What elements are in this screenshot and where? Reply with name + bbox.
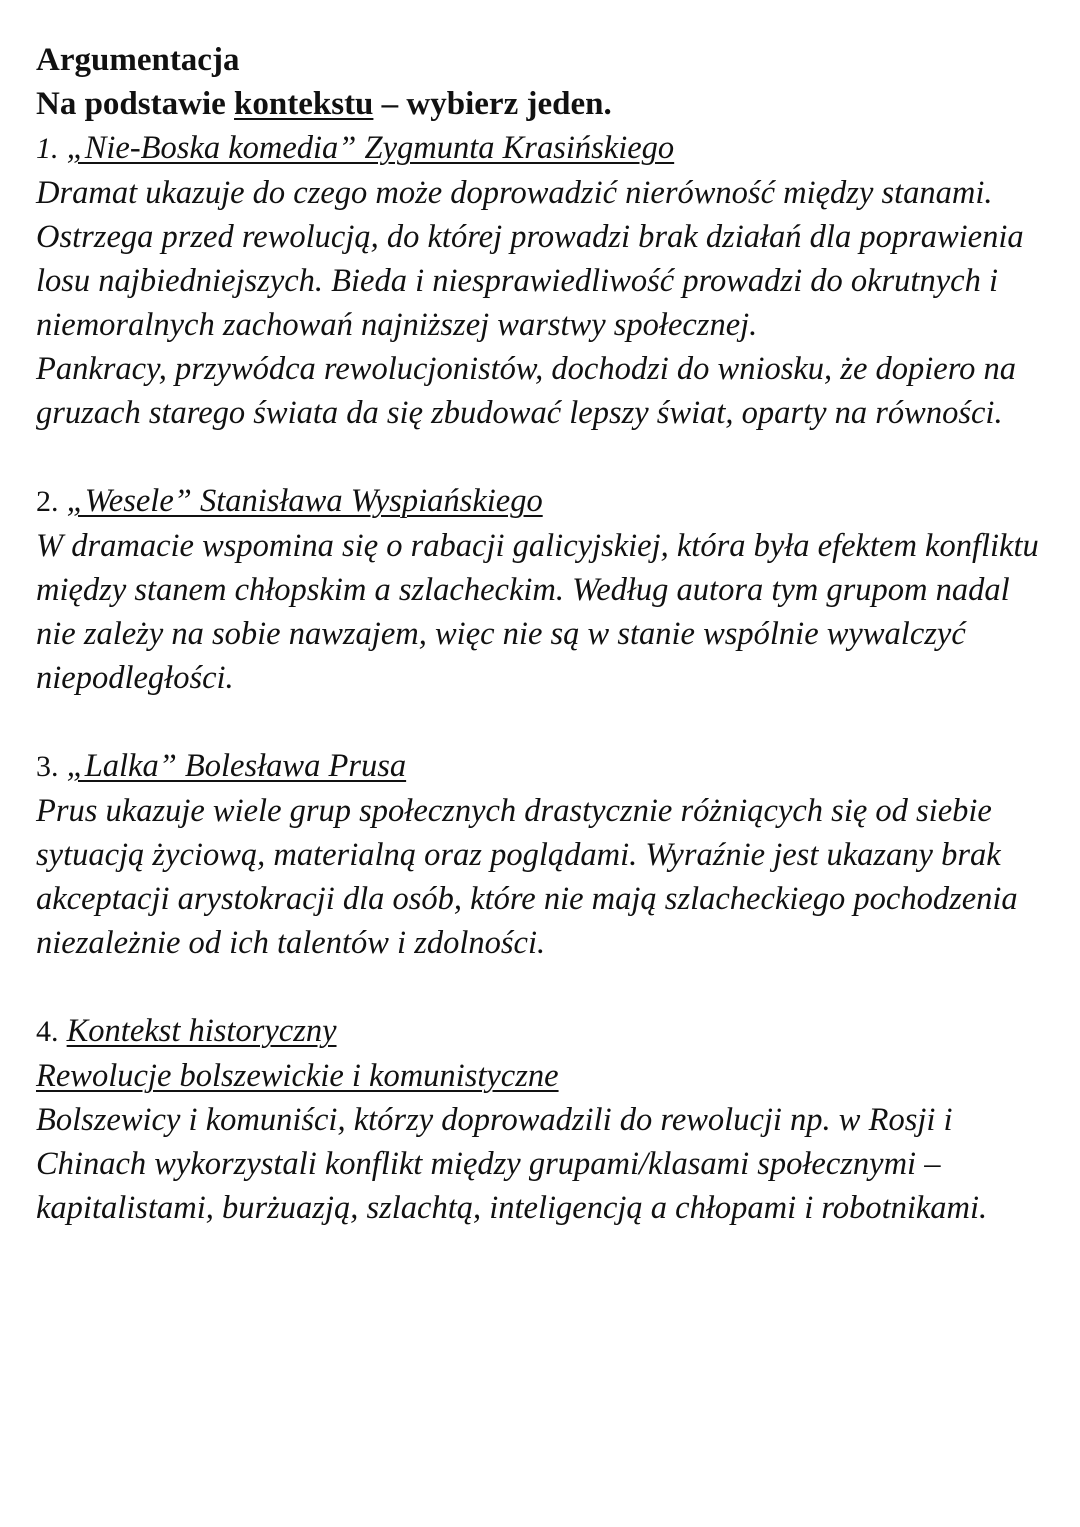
section-4-heading: Kontekst historyczny — [66, 1013, 337, 1049]
section-2 — [36, 479, 1054, 700]
section-3 — [36, 744, 1054, 965]
document-title: Argumentacja — [36, 42, 240, 78]
section-3-heading: „Lalka” Bolesława Prusa — [66, 748, 407, 784]
section-2-heading: „Wesele” Stanisława Wyspiańskiego — [66, 483, 543, 519]
section-3-number: 3. — [36, 750, 59, 783]
section-1-paragraph-1: Dramat ukazuje do czego może doprowadzić nierówność między stanami. Ostrzega przed rewolucją, do której prowadzi brak działań dla poprawienia losu najbiedniejszych. Bieda i niesprawiedliwość prowadzi do okrutnych i niemoralnych zachowań najniższej warstwy społecznej. — [36, 175, 1024, 343]
section-4-subheading: Rewolucje bolszewickie i komunistyczne — [36, 1058, 559, 1094]
section-4-paragraph-1: Bolszewicy i komuniści, którzy doprowadzili do rewolucji np. w Rosji i Chinach wykorzystali konflikt między grupami/klasami społecznymi – kapitalistami, burżuazją, szlachtą, inteligencją a chłopami i robotnikami. — [36, 1102, 988, 1226]
section-4-number: 4. — [36, 1015, 59, 1048]
instruction-prefix: Na podstawie — [36, 86, 235, 122]
spacer — [36, 700, 1054, 744]
section-1-number: 1. — [36, 132, 59, 165]
section-2-paragraph-1: W dramacie wspomina się o rabacji galicyjskiej, która była efektem konfliktu między stanem chłopskim a szlacheckim. Według autora tym grupom nadal nie zależy na sobie nawzajem, więc nie są w stanie wspólnie wywalczyć niepodległości. — [36, 528, 1039, 696]
section-1-heading: „Nie-Boska komedia” Zygmunta Krasińskiego — [66, 130, 675, 166]
document-instruction — [36, 82, 1054, 126]
section-1-paragraph-2: Pankracy, przywódca rewolucjonistów, dochodzi do wniosku, że dopiero na gruzach starego świata da się zbudować lepszy świat, oparty na równości. — [36, 351, 1017, 431]
section-4-heading-line — [36, 1009, 1054, 1054]
section-3-heading-line — [36, 744, 1054, 789]
section-4 — [36, 1009, 1054, 1230]
spacer — [36, 435, 1054, 479]
section-4-subheading-line — [36, 1054, 1054, 1098]
section-2-heading-line — [36, 479, 1054, 524]
section-1 — [36, 126, 1054, 435]
section-1-heading-line — [36, 126, 1054, 171]
document-page — [36, 38, 1054, 1230]
section-2-number: 2. — [36, 485, 59, 518]
instruction-suffix: – wybierz jeden. — [373, 86, 612, 122]
spacer — [36, 965, 1054, 1009]
section-3-paragraph-1: Prus ukazuje wiele grup społecznych drastycznie różniących się od siebie sytuacją życiową, materialną oraz poglądami. Wyraźnie jest ukazany brak akceptacji arystokracji dla osób, które nie mają szlacheckiego pochodzenia niezależnie od ich talentów i zdolności. — [36, 793, 1018, 961]
instruction-keyword: kontekstu — [234, 86, 374, 122]
